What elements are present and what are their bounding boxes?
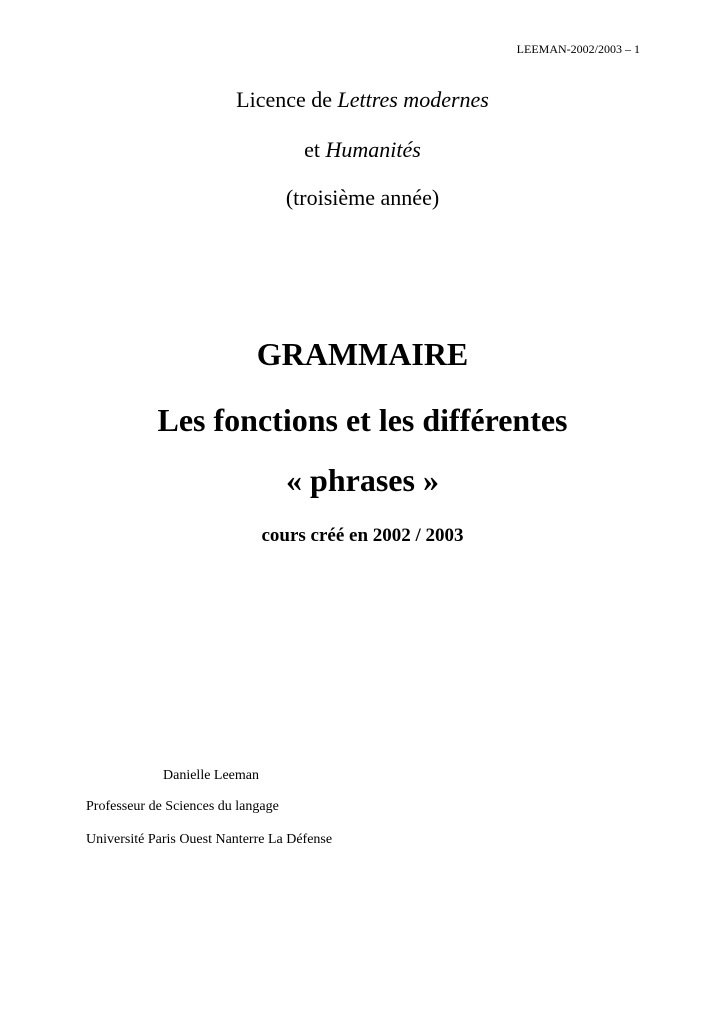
author-university: Université Paris Ouest Nanterre La Défense — [86, 832, 333, 847]
author-title: Professeur de Sciences du langage — [86, 799, 279, 814]
licence-discipline: Lettres modernes — [337, 87, 489, 112]
document-title: GRAMMAIRE — [256, 336, 469, 372]
page-reference: LEEMAN-2002/2003 – 1 — [516, 42, 640, 56]
document-subtitle-line1: Les fonctions et les différentes — [157, 402, 568, 438]
course-date: cours créé en 2002 / 2003 — [261, 525, 464, 546]
humanites-prefix: et — [304, 137, 326, 162]
humanites-line — [0, 136, 725, 164]
licence-line — [0, 86, 725, 114]
humanites-discipline: Humanités — [325, 137, 421, 162]
year-level: (troisième année) — [285, 185, 440, 210]
document-subtitle-line2: « phrases » — [286, 462, 439, 498]
licence-prefix: Licence de — [236, 87, 338, 112]
author-name: Danielle Leeman — [163, 768, 260, 783]
